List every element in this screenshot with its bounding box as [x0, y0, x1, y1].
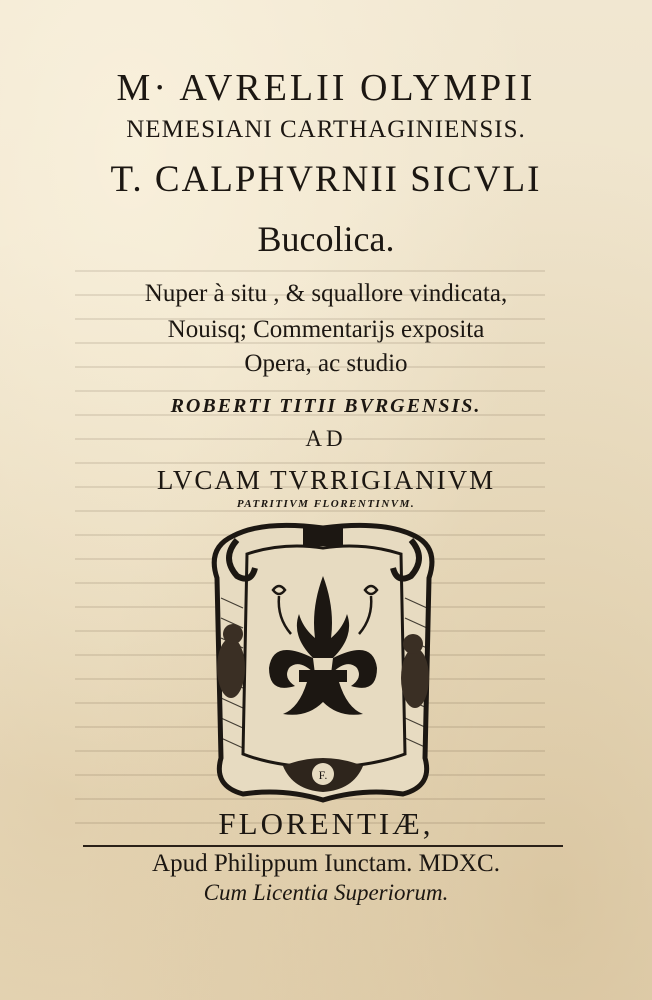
- dedicatee-name: LVCAM TVRRIGIANIVM: [156, 465, 496, 495]
- subtitle-line-1: Nuper à situ , & squallore vindicata,: [144, 280, 508, 307]
- woodcut-fleur-de-lis-cartouche-icon: [203, 518, 443, 804]
- author-line-3: T. CALPHVRNII SICVLI: [110, 159, 542, 200]
- dedicatee-title: PATRITIVM FLORENTINVM.: [236, 498, 416, 510]
- license-line: Cum Licentia Superiorum.: [203, 880, 449, 905]
- emblem-initial: F.: [318, 768, 328, 782]
- editor-name: ROBERTI TITII BVRGENSIS.: [170, 395, 482, 417]
- author-line-2: NEMESIANI CARTHAGINIENSIS.: [126, 116, 526, 143]
- subtitle-line-2: Nouisq; Commentarijs exposita: [167, 316, 485, 343]
- work-title: Bucolica.: [257, 219, 395, 259]
- imprint-rule: [83, 845, 563, 847]
- author-line-1: M· AVRELII OLYMPII: [116, 67, 536, 109]
- subtitle-line-3: Opera, ac studio: [244, 350, 408, 377]
- dedication-ad: AD: [305, 426, 347, 451]
- imprint-line: Apud Philippum Iunctam. MDXC.: [152, 850, 500, 877]
- city-name: FLORENTIÆ,: [218, 806, 434, 841]
